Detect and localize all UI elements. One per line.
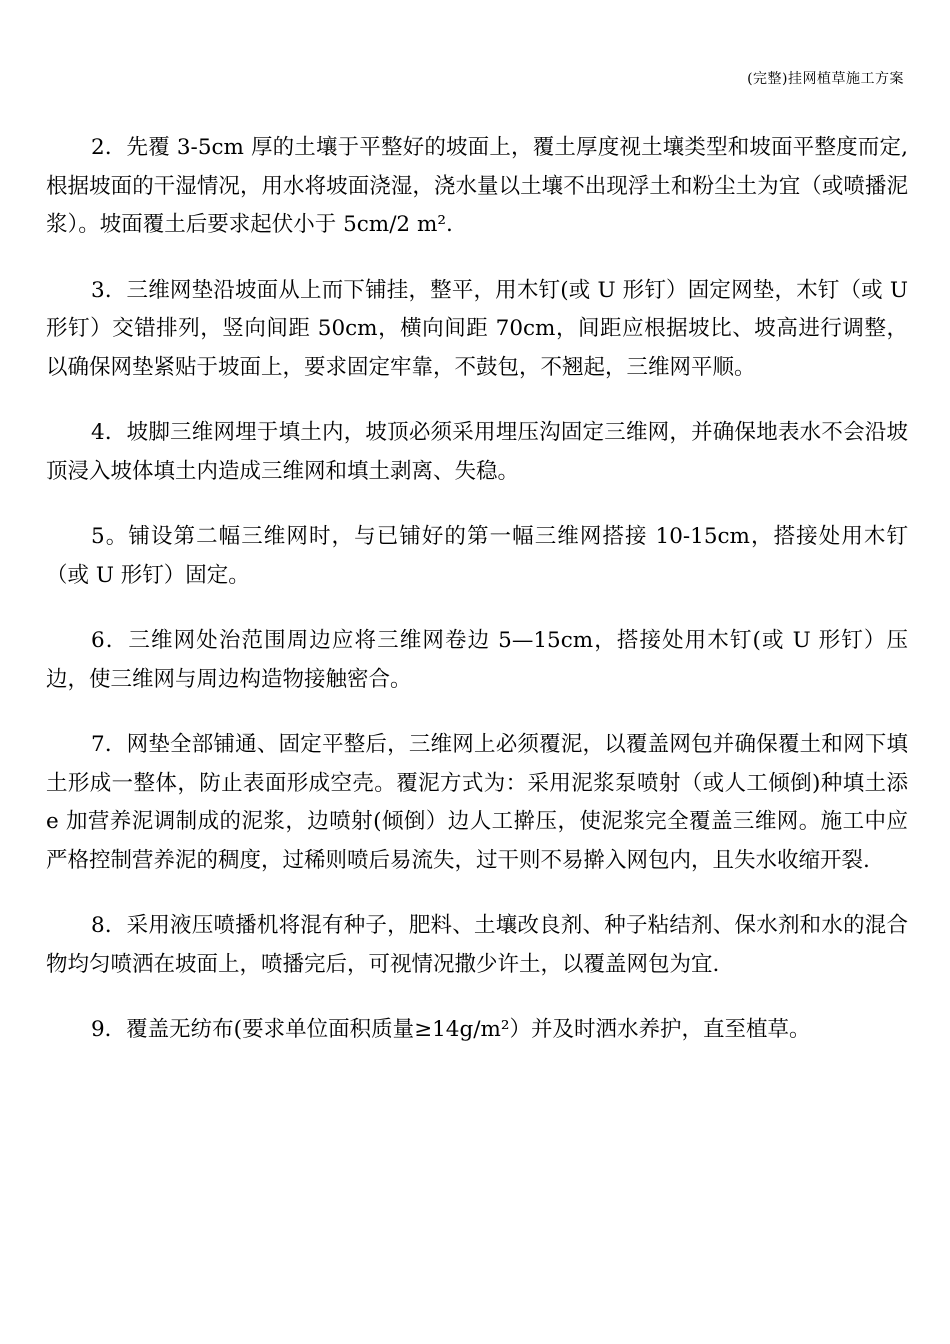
paragraph-step-3: 3．三维网垫沿坡面从上而下铺挂，整平，用木钉(或 U 形钉）固定网垫，木钉（或 U 形钉）交错排列，竖向间距 50cm，横向间距 70cm，间距应根据坡比、坡高进行调整，以确保网垫紧贴于坡面上，要求固定牢靠，不鼓包，不翘起，三维网平顺。 (46, 277, 908, 380)
paragraph-step-9: 9．覆盖无纺布(要求单位面积质量≥14g/m²）并及时洒水养护，直至植草。 (91, 1017, 811, 1042)
document-body (46, 129, 908, 1077)
paragraph-step-4: 4．坡脚三维网埋于填土内，坡顶必须采用埋压沟固定三维网，并确保地表水不会沿坡顶浸入坡体填土内造成三维网和填土剥离、失稳。 (46, 420, 908, 484)
paragraph-step-5: 5。铺设第二幅三维网时，与已铺好的第一幅三维网搭接 10-15cm，搭接处用木钉（或 U 形钉）固定。 (46, 524, 908, 588)
paragraph-step-2: 2．先覆 3-5cm 厚的土壤于平整好的坡面上，覆土厚度视土壤类型和坡面平整度而定,根据坡面的干湿情况，用水将坡面浇湿，浇水量以土壤不出现浮土和粉尘土为宜（或喷播泥浆）。坡面覆土后要求起伏小于 5cm/2 m². (46, 135, 908, 237)
paragraph-step-8: 8．采用液压喷播机将混有种子，肥料、土壤改良剂、种子粘结剂、保水剂和水的混合物均匀喷洒在坡面上，喷播完后，可视情况撒少许土，以覆盖网包为宜. (46, 913, 908, 977)
paragraph-step-7: 7．网垫全部铺通、固定平整后，三维网上必须覆泥，以覆盖网包并确保覆土和网下填土形成一整体，防止表面形成空壳。覆泥方式为：采用泥浆泵喷射（或人工倾倒)种填土添 e 加营养泥调制成的泥浆，边喷射(倾倒）边人工擀压，使泥浆完全覆盖三维网。施工中应严格控制营养泥的稠度，过稀则喷后易流失，过干则不易擀入网包内，且失水收缩开裂. (46, 732, 908, 873)
running-header: (完整)挂网植草施工方案 (747, 71, 904, 87)
paragraph-step-6: 6．三维网处治范围周边应将三维网卷边 5—15cm，搭接处用木钉(或 U 形钉）压边，使三维网与周边构造物接触密合。 (46, 628, 908, 692)
